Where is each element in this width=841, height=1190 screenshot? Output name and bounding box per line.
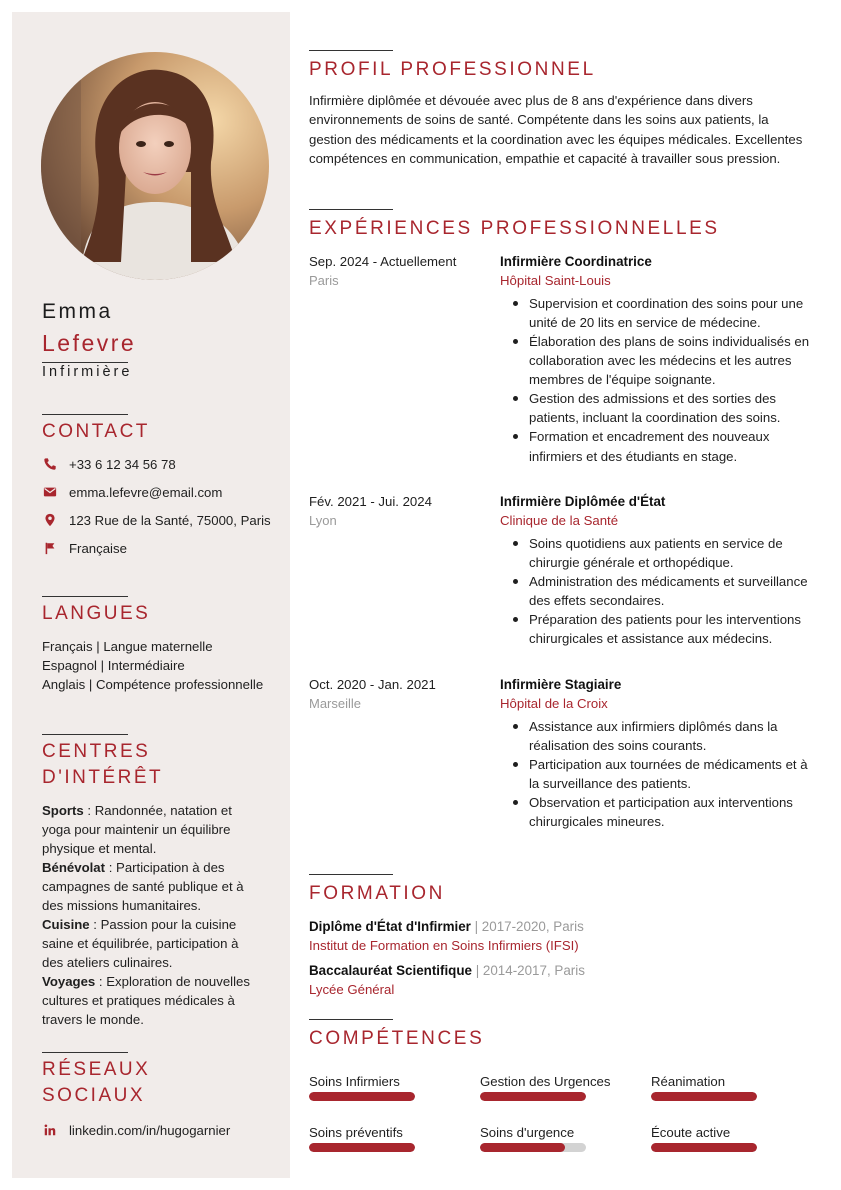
interest-title: Sports	[42, 803, 84, 818]
experience-city: Marseille	[309, 696, 362, 711]
contact-email-text: emma.lefevre@email.com	[69, 485, 223, 500]
interest-text: : Participation à des campagnes de santé publique et à des missions humanitaires.	[42, 860, 244, 913]
education-heading: FORMATION	[309, 883, 445, 904]
language-item: Espagnol | Intermédiaire	[42, 658, 185, 673]
interest-item	[42, 858, 260, 915]
skill-bar	[651, 1092, 757, 1101]
education-entry	[309, 961, 819, 1000]
last-name: Lefevre	[42, 330, 137, 356]
skill-item	[651, 1123, 757, 1152]
experience-bullets	[500, 294, 815, 466]
experience-bullet: Élaboration des plans de soins individualisés en collaboration avec les médecins et les autres membres de l'équipe soignante.	[500, 332, 815, 389]
section-divider	[42, 734, 128, 735]
skill-item	[480, 1072, 611, 1101]
main-content	[309, 0, 819, 1190]
experience-date: Oct. 2020 - Jan. 2021	[309, 677, 436, 692]
social-heading: RÉSEAUX SOCIAUX	[42, 1059, 151, 1106]
skill-label: Soins d'urgence	[480, 1125, 575, 1140]
experience-bullets	[500, 534, 815, 649]
education-section	[309, 874, 819, 1000]
skill-bar	[480, 1143, 586, 1152]
experience-bullet: Administration des médicaments et surveillance des effets secondaires.	[500, 572, 815, 610]
experience-bullet: Observation et participation aux interventions chirurgicales mineures.	[500, 793, 815, 831]
education-separator: |	[470, 919, 482, 934]
interests-heading: CENTRES D'INTÉRÊT	[42, 741, 164, 788]
summary-section	[309, 50, 809, 169]
location-pin-icon	[43, 513, 57, 527]
interest-item	[42, 915, 260, 972]
interest-item	[42, 972, 260, 1029]
interest-item	[42, 801, 260, 858]
language-item: Anglais | Compétence professionnelle	[42, 677, 264, 692]
contact-phone[interactable]	[42, 455, 272, 474]
skill-bar	[309, 1143, 415, 1152]
contact-nationality	[42, 539, 272, 558]
contact-nationality-text: Française	[69, 541, 127, 556]
skill-bar-fill	[651, 1092, 757, 1101]
languages-section	[42, 596, 272, 694]
education-line	[309, 961, 819, 980]
contact-email[interactable]	[42, 483, 272, 502]
education-separator: |	[471, 962, 483, 978]
profile-photo-image	[41, 52, 269, 280]
education-school: Lycée Général	[309, 982, 395, 998]
section-divider	[42, 414, 128, 415]
experience-heading: EXPÉRIENCES PROFESSIONNELLES	[309, 218, 720, 239]
experience-bullet: Préparation des patients pour les interventions chirurgicales et assistance aux médecins.	[500, 610, 815, 648]
experience-bullet: Gestion des admissions et des sorties des patients, incluant la coordination des soins.	[500, 389, 815, 427]
education-degree: Diplôme d'État d'Infirmier	[309, 919, 471, 934]
skill-label: Réanimation	[651, 1074, 726, 1089]
experience-company: Hôpital Saint-Louis	[500, 273, 611, 289]
contact-heading: CONTACT	[42, 421, 150, 442]
skill-bar-fill	[651, 1143, 757, 1152]
section-divider	[309, 50, 393, 51]
social-linkedin[interactable]	[42, 1121, 272, 1140]
education-line	[309, 917, 819, 936]
experience-date: Fév. 2021 - Jui. 2024	[309, 494, 432, 509]
flag-icon	[43, 541, 57, 555]
skill-item	[309, 1123, 415, 1152]
experience-company: Clinique de la Santé	[500, 513, 619, 529]
profile-photo	[41, 52, 269, 280]
skill-bar-fill	[480, 1092, 586, 1101]
interest-title: Voyages	[42, 974, 96, 989]
skill-label: Soins préventifs	[309, 1125, 403, 1140]
skill-label: Écoute active	[651, 1125, 731, 1140]
skill-label: Soins Infirmiers	[309, 1074, 400, 1089]
skill-bar	[480, 1092, 586, 1101]
education-entry	[309, 917, 819, 956]
interests-list	[42, 801, 260, 1029]
experience-details	[500, 675, 815, 831]
experience-details	[500, 252, 815, 466]
skill-bar-fill	[309, 1092, 415, 1101]
phone-icon	[43, 457, 57, 471]
interest-title: Bénévolat	[42, 860, 106, 875]
interests-section	[42, 734, 260, 1029]
section-divider	[309, 209, 393, 210]
languages-list	[42, 637, 272, 694]
contact-phone-text: +33 6 12 34 56 78	[69, 457, 176, 472]
experience-role: Infirmière Diplômée d'État	[500, 494, 666, 509]
experience-role: Infirmière Stagiaire	[500, 677, 622, 692]
experience-bullet: Formation et encadrement des nouveaux infirmiers et des étudiants en stage.	[500, 427, 815, 465]
skill-bar	[309, 1092, 415, 1101]
skill-bar	[651, 1143, 757, 1152]
interest-text: : Randonnée, natation et yoga pour maintenir un équilibre physique et mental.	[42, 803, 232, 856]
experience-bullet: Soins quotidiens aux patients en service de chirurgie générale et orthopédique.	[500, 534, 815, 572]
experience-bullets	[500, 717, 815, 832]
skill-item	[480, 1123, 586, 1152]
sidebar	[12, 12, 290, 1178]
education-school: Institut de Formation en Soins Infirmiers (IFSI)	[309, 938, 579, 954]
section-divider	[309, 874, 393, 875]
section-divider	[42, 1052, 128, 1053]
contact-section	[42, 414, 272, 558]
language-item: Français | Langue maternelle	[42, 639, 213, 654]
summary-text: Infirmière diplômée et dévouée avec plus de 8 ans d'expérience dans divers environnements de soins de santé. Compétente dans les soins aux patients, la gestion des médicaments et la coordination avec les équipes médicales. Excellentes compétences en communication, empathie et capacité à travailler sous pression.	[309, 93, 803, 167]
skill-item	[651, 1072, 757, 1101]
education-degree: Baccalauréat Scientifique	[309, 962, 472, 978]
experience-date: Sep. 2024 - Actuellement	[309, 254, 457, 269]
summary-heading: PROFIL PROFESSIONNEL	[309, 59, 596, 80]
experience-company: Hôpital de la Croix	[500, 696, 608, 712]
email-icon	[43, 485, 57, 499]
social-linkedin-text: linkedin.com/in/hugogarnier	[69, 1123, 231, 1138]
linkedin-icon	[43, 1123, 57, 1137]
skills-heading: COMPÉTENCES	[309, 1028, 485, 1049]
experience-city: Paris	[309, 273, 339, 288]
experience-bullet: Assistance aux infirmiers diplômés dans la réalisation des soins courants.	[500, 717, 815, 755]
skill-bar-fill	[309, 1143, 415, 1152]
skills-section	[309, 1019, 819, 1052]
interest-title: Cuisine	[42, 917, 90, 932]
name-divider	[42, 362, 128, 363]
education-meta: 2014-2017, Paris	[482, 962, 585, 978]
social-section	[42, 1052, 231, 1140]
experience-bullet: Participation aux tournées de médicaments et à la surveillance des patients.	[500, 755, 815, 793]
experience-details	[500, 492, 815, 648]
interest-text: : Exploration de nouvelles cultures et pratiques médicales à travers le monde.	[42, 974, 250, 1027]
contact-address	[42, 511, 272, 530]
skill-item	[309, 1072, 415, 1101]
experience-role: Infirmière Coordinatrice	[500, 254, 652, 269]
job-title: Infirmière	[42, 364, 133, 380]
first-name: Emma	[42, 300, 113, 323]
experience-city: Lyon	[309, 513, 337, 528]
skill-bar-fill	[480, 1143, 565, 1152]
experience-bullet: Supervision et coordination des soins pour une unité de 20 lits en service de médecine.	[500, 294, 815, 332]
education-meta: 2017-2020, Paris	[481, 919, 584, 934]
section-divider	[42, 596, 128, 597]
contact-address-text: 123 Rue de la Santé, 75000, Paris	[69, 513, 271, 528]
section-divider	[309, 1019, 393, 1020]
skill-label: Gestion des Urgences	[480, 1074, 611, 1089]
languages-heading: LANGUES	[42, 603, 151, 624]
experience-section	[309, 209, 819, 242]
interest-text: : Passion pour la cuisine saine et équilibrée, participation à des ateliers culinaires.	[42, 917, 239, 970]
